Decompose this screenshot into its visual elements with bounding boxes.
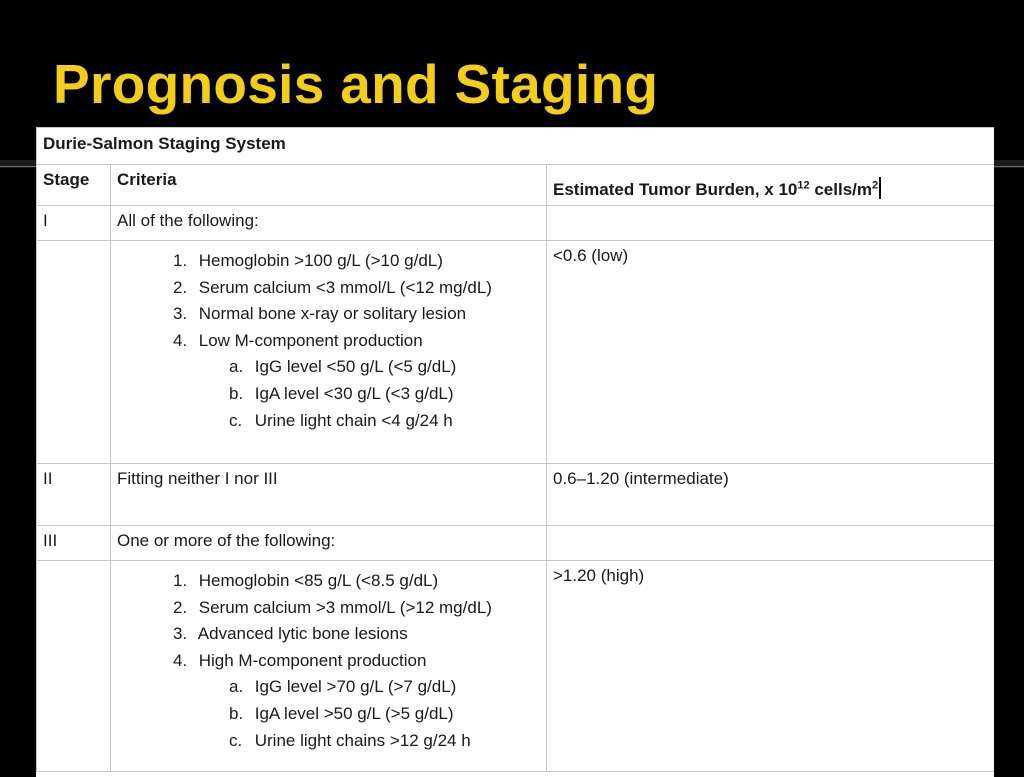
sub-list-item (229, 408, 540, 435)
sub-list-item (229, 674, 540, 701)
list-item-text: High M-component production (198, 650, 427, 670)
list-item-text: IgG level <50 g/L (<5 g/dL) (254, 357, 457, 377)
durie-salmon-table (36, 127, 994, 772)
list-item-text: Urine light chains >12 g/24 h (254, 730, 471, 750)
header-burden-prefix: Estimated Tumor Burden, x 10 (553, 180, 798, 199)
list-item-text: Hemoglobin >100 g/L (>10 g/dL) (198, 251, 443, 270)
burden-cell (547, 206, 995, 241)
sub-list-item (229, 701, 540, 728)
list-item (173, 248, 540, 275)
table-row (37, 561, 995, 772)
list-item-number: 3. (173, 304, 188, 324)
list-item (173, 621, 540, 648)
table-caption-row (37, 128, 995, 165)
stage-cell: II (37, 464, 111, 526)
burden-cell (547, 526, 995, 561)
sub-list-item (229, 381, 540, 408)
criteria-list-cell (111, 241, 547, 464)
list-item-text: Normal bone x-ray or solitary lesion (198, 304, 467, 324)
list-item (173, 275, 540, 302)
list-item-text: IgG level >70 g/L (>7 g/dL) (254, 677, 457, 697)
table-row (37, 526, 995, 561)
burden-cell: <0.6 (low) (547, 241, 995, 464)
list-item-number: b. (229, 383, 244, 403)
header-burden-unit-exponent: 2 (871, 179, 879, 192)
list-item-text: Serum calcium <3 mmol/L (<12 mg/dL) (198, 277, 492, 297)
stage-cell (37, 561, 111, 772)
sub-criteria-list (173, 674, 540, 754)
table-row (37, 241, 995, 464)
header-burden-exponent: 12 (797, 179, 810, 192)
criteria-list (117, 568, 540, 754)
list-item-number: 1. (173, 251, 188, 270)
stage-cell: I (37, 206, 111, 241)
list-item-number: a. (229, 357, 244, 377)
sub-list-item (229, 354, 540, 381)
sub-criteria-list (173, 354, 540, 434)
header-stage: Stage (37, 165, 111, 206)
list-item-text: IgA level <30 g/L (<3 g/dL) (254, 383, 454, 403)
list-item-text: Urine light chain <4 g/24 h (254, 410, 453, 430)
list-item-text: IgA level >50 g/L (>5 g/dL) (254, 703, 454, 723)
list-item-number: 4. (173, 650, 188, 670)
staging-table-panel (36, 127, 994, 777)
list-item-number: b. (229, 703, 244, 723)
list-item-number: 3. (173, 624, 188, 644)
criteria-list-cell (111, 561, 547, 772)
burden-cell: 0.6–1.20 (intermediate) (547, 464, 995, 526)
header-tumor-burden (547, 165, 995, 206)
text-cursor (879, 177, 881, 199)
table-row (37, 206, 995, 241)
stage-cell: III (37, 526, 111, 561)
list-item (173, 568, 540, 595)
list-item (173, 301, 540, 328)
list-item-number: 2. (173, 597, 188, 617)
table-header-row (37, 165, 995, 206)
criteria-intro: One or more of the following: (111, 526, 547, 561)
stage-cell (37, 241, 111, 464)
list-item-number: c. (229, 410, 243, 430)
list-item-text: Advanced lytic bone lesions (197, 624, 408, 644)
list-item-text: Low M-component production (198, 330, 423, 350)
slide-title: Prognosis and Staging (53, 53, 659, 115)
list-item-text: Hemoglobin <85 g/L (<8.5 g/dL) (198, 571, 439, 590)
table-caption: Durie-Salmon Staging System (37, 128, 995, 165)
burden-cell: >1.20 (high) (547, 561, 995, 772)
header-criteria: Criteria (111, 165, 547, 206)
criteria-cell: Fitting neither I nor III (111, 464, 547, 526)
list-item (173, 595, 540, 622)
table-row (37, 464, 995, 526)
list-item (173, 328, 540, 434)
list-item (173, 648, 540, 754)
list-item-text: Serum calcium >3 mmol/L (>12 mg/dL) (198, 597, 492, 617)
sub-list-item (229, 728, 540, 755)
list-item-number: 1. (173, 571, 188, 590)
criteria-list (117, 248, 540, 434)
criteria-intro: All of the following: (111, 206, 547, 241)
list-item-number: 4. (173, 330, 188, 350)
header-burden-unit: cells/m (809, 180, 872, 199)
list-item-number: a. (229, 677, 244, 697)
list-item-number: 2. (173, 277, 188, 297)
list-item-number: c. (229, 730, 243, 750)
